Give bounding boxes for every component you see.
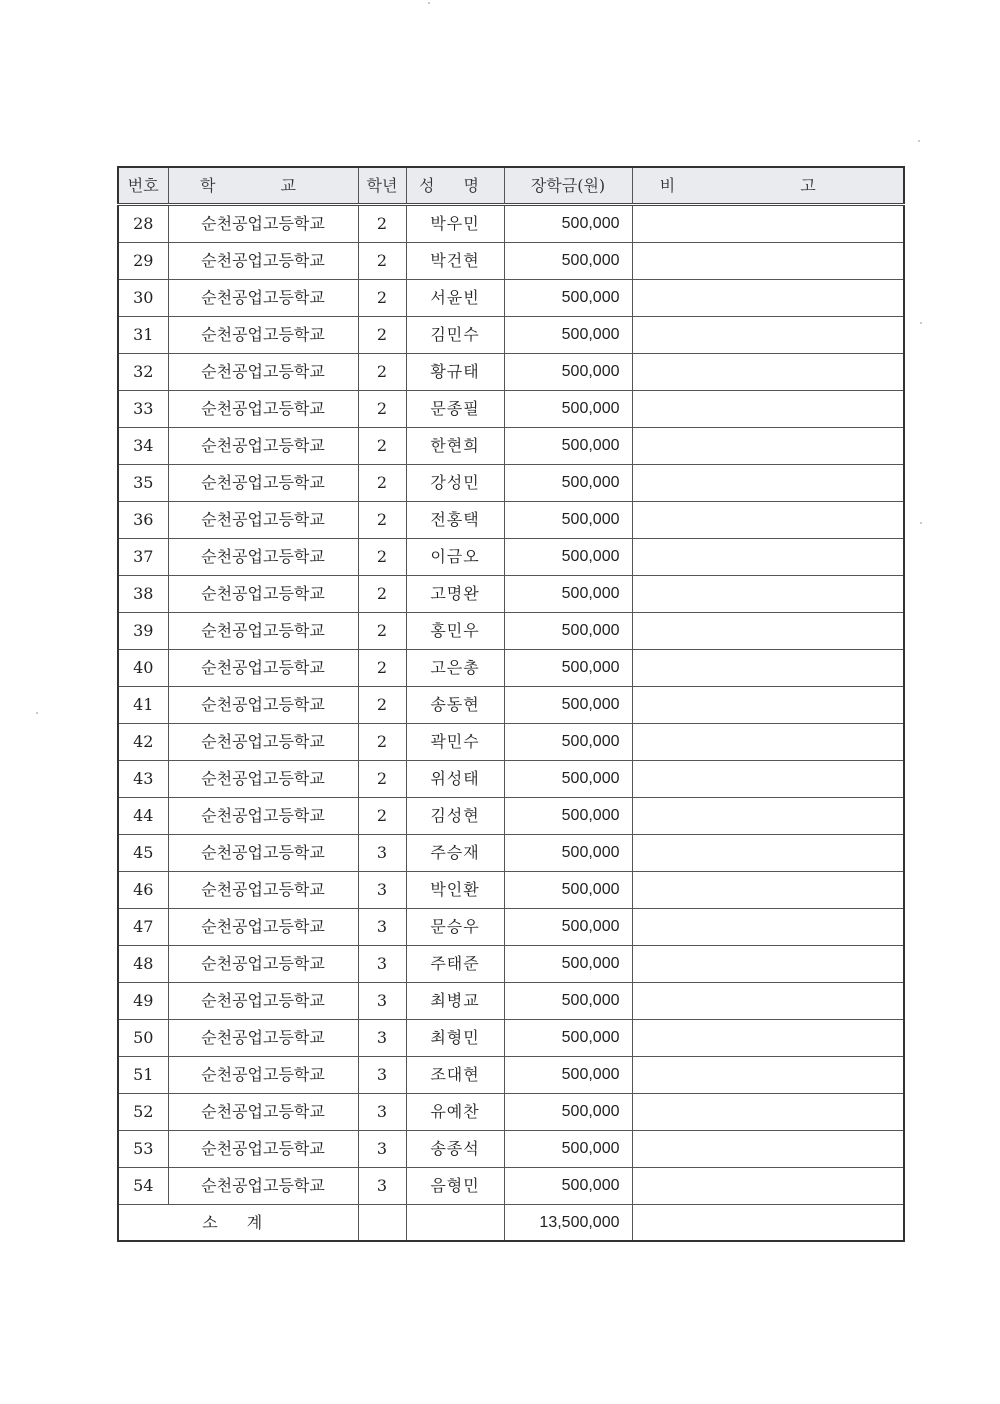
row-grade: 2 — [358, 539, 406, 576]
row-number: 36 — [118, 502, 168, 539]
table-row — [118, 909, 904, 946]
row-amount: 500,000 — [504, 317, 632, 354]
row-school: 순천공업고등학교 — [168, 909, 358, 946]
row-amount: 500,000 — [504, 872, 632, 909]
table-row — [118, 1131, 904, 1168]
table-row — [118, 1057, 904, 1094]
row-grade: 3 — [358, 872, 406, 909]
row-number: 52 — [118, 1094, 168, 1131]
row-note — [632, 539, 904, 576]
row-grade: 3 — [358, 835, 406, 872]
row-number: 38 — [118, 576, 168, 613]
row-grade: 2 — [358, 798, 406, 835]
row-name: 이금오 — [406, 539, 504, 576]
header-school: 학 교 — [168, 167, 358, 205]
row-grade: 3 — [358, 909, 406, 946]
row-grade: 2 — [358, 576, 406, 613]
row-name: 유예찬 — [406, 1094, 504, 1131]
table-row — [118, 650, 904, 687]
row-number: 51 — [118, 1057, 168, 1094]
subtotal-label: 소 계 — [118, 1205, 358, 1242]
row-amount: 500,000 — [504, 909, 632, 946]
row-number: 42 — [118, 724, 168, 761]
row-note — [632, 502, 904, 539]
row-school: 순천공업고등학교 — [168, 428, 358, 465]
table-row — [118, 1094, 904, 1131]
row-number: 32 — [118, 354, 168, 391]
row-grade: 2 — [358, 650, 406, 687]
row-amount: 500,000 — [504, 1057, 632, 1094]
row-grade: 2 — [358, 205, 406, 243]
row-number: 41 — [118, 687, 168, 724]
table-row — [118, 1168, 904, 1205]
row-number: 39 — [118, 613, 168, 650]
row-note — [632, 1020, 904, 1057]
row-grade: 2 — [358, 502, 406, 539]
row-grade: 3 — [358, 1094, 406, 1131]
row-grade: 2 — [358, 391, 406, 428]
row-school: 순천공업고등학교 — [168, 243, 358, 280]
row-grade: 3 — [358, 1020, 406, 1057]
row-amount: 500,000 — [504, 1020, 632, 1057]
row-amount: 500,000 — [504, 650, 632, 687]
scan-speck — [36, 712, 38, 714]
row-name: 문승우 — [406, 909, 504, 946]
row-note — [632, 1094, 904, 1131]
table-row — [118, 946, 904, 983]
row-name: 김성현 — [406, 798, 504, 835]
row-grade: 3 — [358, 946, 406, 983]
header-note: 비 고 — [632, 167, 904, 205]
row-name: 김민수 — [406, 317, 504, 354]
row-number: 46 — [118, 872, 168, 909]
row-name: 홍민우 — [406, 613, 504, 650]
row-amount: 500,000 — [504, 724, 632, 761]
row-school: 순천공업고등학교 — [168, 650, 358, 687]
row-school: 순천공업고등학교 — [168, 1168, 358, 1205]
row-school: 순천공업고등학교 — [168, 724, 358, 761]
table-row — [118, 687, 904, 724]
row-amount: 500,000 — [504, 465, 632, 502]
scan-speck — [920, 522, 922, 524]
row-amount: 500,000 — [504, 613, 632, 650]
row-amount: 500,000 — [504, 576, 632, 613]
row-number: 53 — [118, 1131, 168, 1168]
row-name: 주태준 — [406, 946, 504, 983]
table-row — [118, 872, 904, 909]
row-amount: 500,000 — [504, 687, 632, 724]
header-number: 번호 — [118, 167, 168, 205]
row-name: 고은총 — [406, 650, 504, 687]
row-number: 45 — [118, 835, 168, 872]
table-row — [118, 317, 904, 354]
row-note — [632, 465, 904, 502]
row-note — [632, 835, 904, 872]
row-name: 한현희 — [406, 428, 504, 465]
table-row — [118, 354, 904, 391]
row-amount: 500,000 — [504, 835, 632, 872]
row-number: 33 — [118, 391, 168, 428]
row-school: 순천공업고등학교 — [168, 613, 358, 650]
row-school: 순천공업고등학교 — [168, 1131, 358, 1168]
row-number: 30 — [118, 280, 168, 317]
row-amount: 500,000 — [504, 946, 632, 983]
table-row — [118, 465, 904, 502]
row-school: 순천공업고등학교 — [168, 539, 358, 576]
row-name: 조대현 — [406, 1057, 504, 1094]
row-name: 박건현 — [406, 243, 504, 280]
row-grade: 2 — [358, 687, 406, 724]
row-name: 전홍택 — [406, 502, 504, 539]
row-school: 순천공업고등학교 — [168, 798, 358, 835]
row-school: 순천공업고등학교 — [168, 280, 358, 317]
row-name: 고명완 — [406, 576, 504, 613]
row-school: 순천공업고등학교 — [168, 576, 358, 613]
header-row — [118, 167, 904, 205]
header-amount: 장학금(원) — [504, 167, 632, 205]
row-name: 박우민 — [406, 205, 504, 243]
row-amount: 500,000 — [504, 205, 632, 243]
row-name: 강성민 — [406, 465, 504, 502]
table-row — [118, 391, 904, 428]
table-row — [118, 502, 904, 539]
row-grade: 2 — [358, 317, 406, 354]
row-note — [632, 354, 904, 391]
row-note — [632, 613, 904, 650]
row-school: 순천공업고등학교 — [168, 1057, 358, 1094]
row-number: 37 — [118, 539, 168, 576]
row-school: 순천공업고등학교 — [168, 1020, 358, 1057]
row-amount: 500,000 — [504, 280, 632, 317]
row-grade: 2 — [358, 724, 406, 761]
row-number: 35 — [118, 465, 168, 502]
table-row — [118, 576, 904, 613]
row-note — [632, 724, 904, 761]
subtotal-amount: 13,500,000 — [504, 1205, 632, 1242]
table-row — [118, 798, 904, 835]
row-number: 44 — [118, 798, 168, 835]
row-amount: 500,000 — [504, 1131, 632, 1168]
row-name: 황규태 — [406, 354, 504, 391]
scan-speck — [918, 140, 920, 142]
row-note — [632, 650, 904, 687]
row-note — [632, 687, 904, 724]
row-grade: 2 — [358, 354, 406, 391]
row-amount: 500,000 — [504, 1168, 632, 1205]
subtotal-grade-empty — [358, 1205, 406, 1242]
row-note — [632, 798, 904, 835]
row-school: 순천공업고등학교 — [168, 761, 358, 798]
row-name: 박인환 — [406, 872, 504, 909]
row-note — [632, 317, 904, 354]
row-amount: 500,000 — [504, 502, 632, 539]
table-row — [118, 243, 904, 280]
row-number: 54 — [118, 1168, 168, 1205]
row-name: 위성태 — [406, 761, 504, 798]
row-number: 28 — [118, 205, 168, 243]
row-note — [632, 1168, 904, 1205]
table-body — [118, 205, 904, 1205]
header-grade: 학년 — [358, 167, 406, 205]
row-school: 순천공업고등학교 — [168, 465, 358, 502]
row-name: 문종필 — [406, 391, 504, 428]
table-row — [118, 280, 904, 317]
scan-speck — [428, 2, 430, 4]
row-note — [632, 983, 904, 1020]
row-grade: 3 — [358, 983, 406, 1020]
row-name: 주승재 — [406, 835, 504, 872]
row-school: 순천공업고등학교 — [168, 983, 358, 1020]
table-row — [118, 835, 904, 872]
row-note — [632, 1057, 904, 1094]
row-number: 47 — [118, 909, 168, 946]
row-number: 50 — [118, 1020, 168, 1057]
row-grade: 2 — [358, 761, 406, 798]
table-row — [118, 613, 904, 650]
row-name: 서윤빈 — [406, 280, 504, 317]
row-number: 31 — [118, 317, 168, 354]
row-school: 순천공업고등학교 — [168, 835, 358, 872]
row-number: 43 — [118, 761, 168, 798]
row-amount: 500,000 — [504, 354, 632, 391]
header-name: 성 명 — [406, 167, 504, 205]
subtotal-name-empty — [406, 1205, 504, 1242]
row-number: 29 — [118, 243, 168, 280]
scholarship-table — [117, 166, 905, 1242]
row-note — [632, 428, 904, 465]
row-number: 40 — [118, 650, 168, 687]
row-amount: 500,000 — [504, 983, 632, 1020]
row-amount: 500,000 — [504, 391, 632, 428]
row-name: 송종석 — [406, 1131, 504, 1168]
row-note — [632, 761, 904, 798]
table-row — [118, 1020, 904, 1057]
row-number: 34 — [118, 428, 168, 465]
row-note — [632, 946, 904, 983]
row-school: 순천공업고등학교 — [168, 317, 358, 354]
subtotal-row — [118, 1205, 904, 1242]
row-grade: 2 — [358, 243, 406, 280]
scan-speck — [920, 322, 922, 324]
table-row — [118, 983, 904, 1020]
row-grade: 2 — [358, 613, 406, 650]
row-school: 순천공업고등학교 — [168, 946, 358, 983]
row-school: 순천공업고등학교 — [168, 391, 358, 428]
subtotal-note — [632, 1205, 904, 1242]
row-note — [632, 391, 904, 428]
table-row — [118, 761, 904, 798]
row-school: 순천공업고등학교 — [168, 354, 358, 391]
table-row — [118, 205, 904, 243]
row-amount: 500,000 — [504, 798, 632, 835]
table-row — [118, 724, 904, 761]
row-grade: 2 — [358, 280, 406, 317]
row-amount: 500,000 — [504, 428, 632, 465]
row-school: 순천공업고등학교 — [168, 1094, 358, 1131]
table-row — [118, 428, 904, 465]
row-note — [632, 872, 904, 909]
row-note — [632, 205, 904, 243]
row-name: 최형민 — [406, 1020, 504, 1057]
row-school: 순천공업고등학교 — [168, 872, 358, 909]
row-name: 곽민수 — [406, 724, 504, 761]
row-note — [632, 280, 904, 317]
row-grade: 2 — [358, 465, 406, 502]
table-row — [118, 539, 904, 576]
table-header — [118, 167, 904, 205]
row-grade: 3 — [358, 1057, 406, 1094]
row-grade: 2 — [358, 428, 406, 465]
row-grade: 3 — [358, 1131, 406, 1168]
row-note — [632, 1131, 904, 1168]
row-note — [632, 909, 904, 946]
row-school: 순천공업고등학교 — [168, 205, 358, 243]
row-amount: 500,000 — [504, 761, 632, 798]
row-amount: 500,000 — [504, 1094, 632, 1131]
row-name: 송동현 — [406, 687, 504, 724]
row-name: 최병교 — [406, 983, 504, 1020]
row-amount: 500,000 — [504, 243, 632, 280]
row-amount: 500,000 — [504, 539, 632, 576]
row-school: 순천공업고등학교 — [168, 502, 358, 539]
row-school: 순천공업고등학교 — [168, 687, 358, 724]
row-number: 49 — [118, 983, 168, 1020]
row-number: 48 — [118, 946, 168, 983]
row-grade: 3 — [358, 1168, 406, 1205]
row-note — [632, 576, 904, 613]
row-note — [632, 243, 904, 280]
row-name: 음형민 — [406, 1168, 504, 1205]
